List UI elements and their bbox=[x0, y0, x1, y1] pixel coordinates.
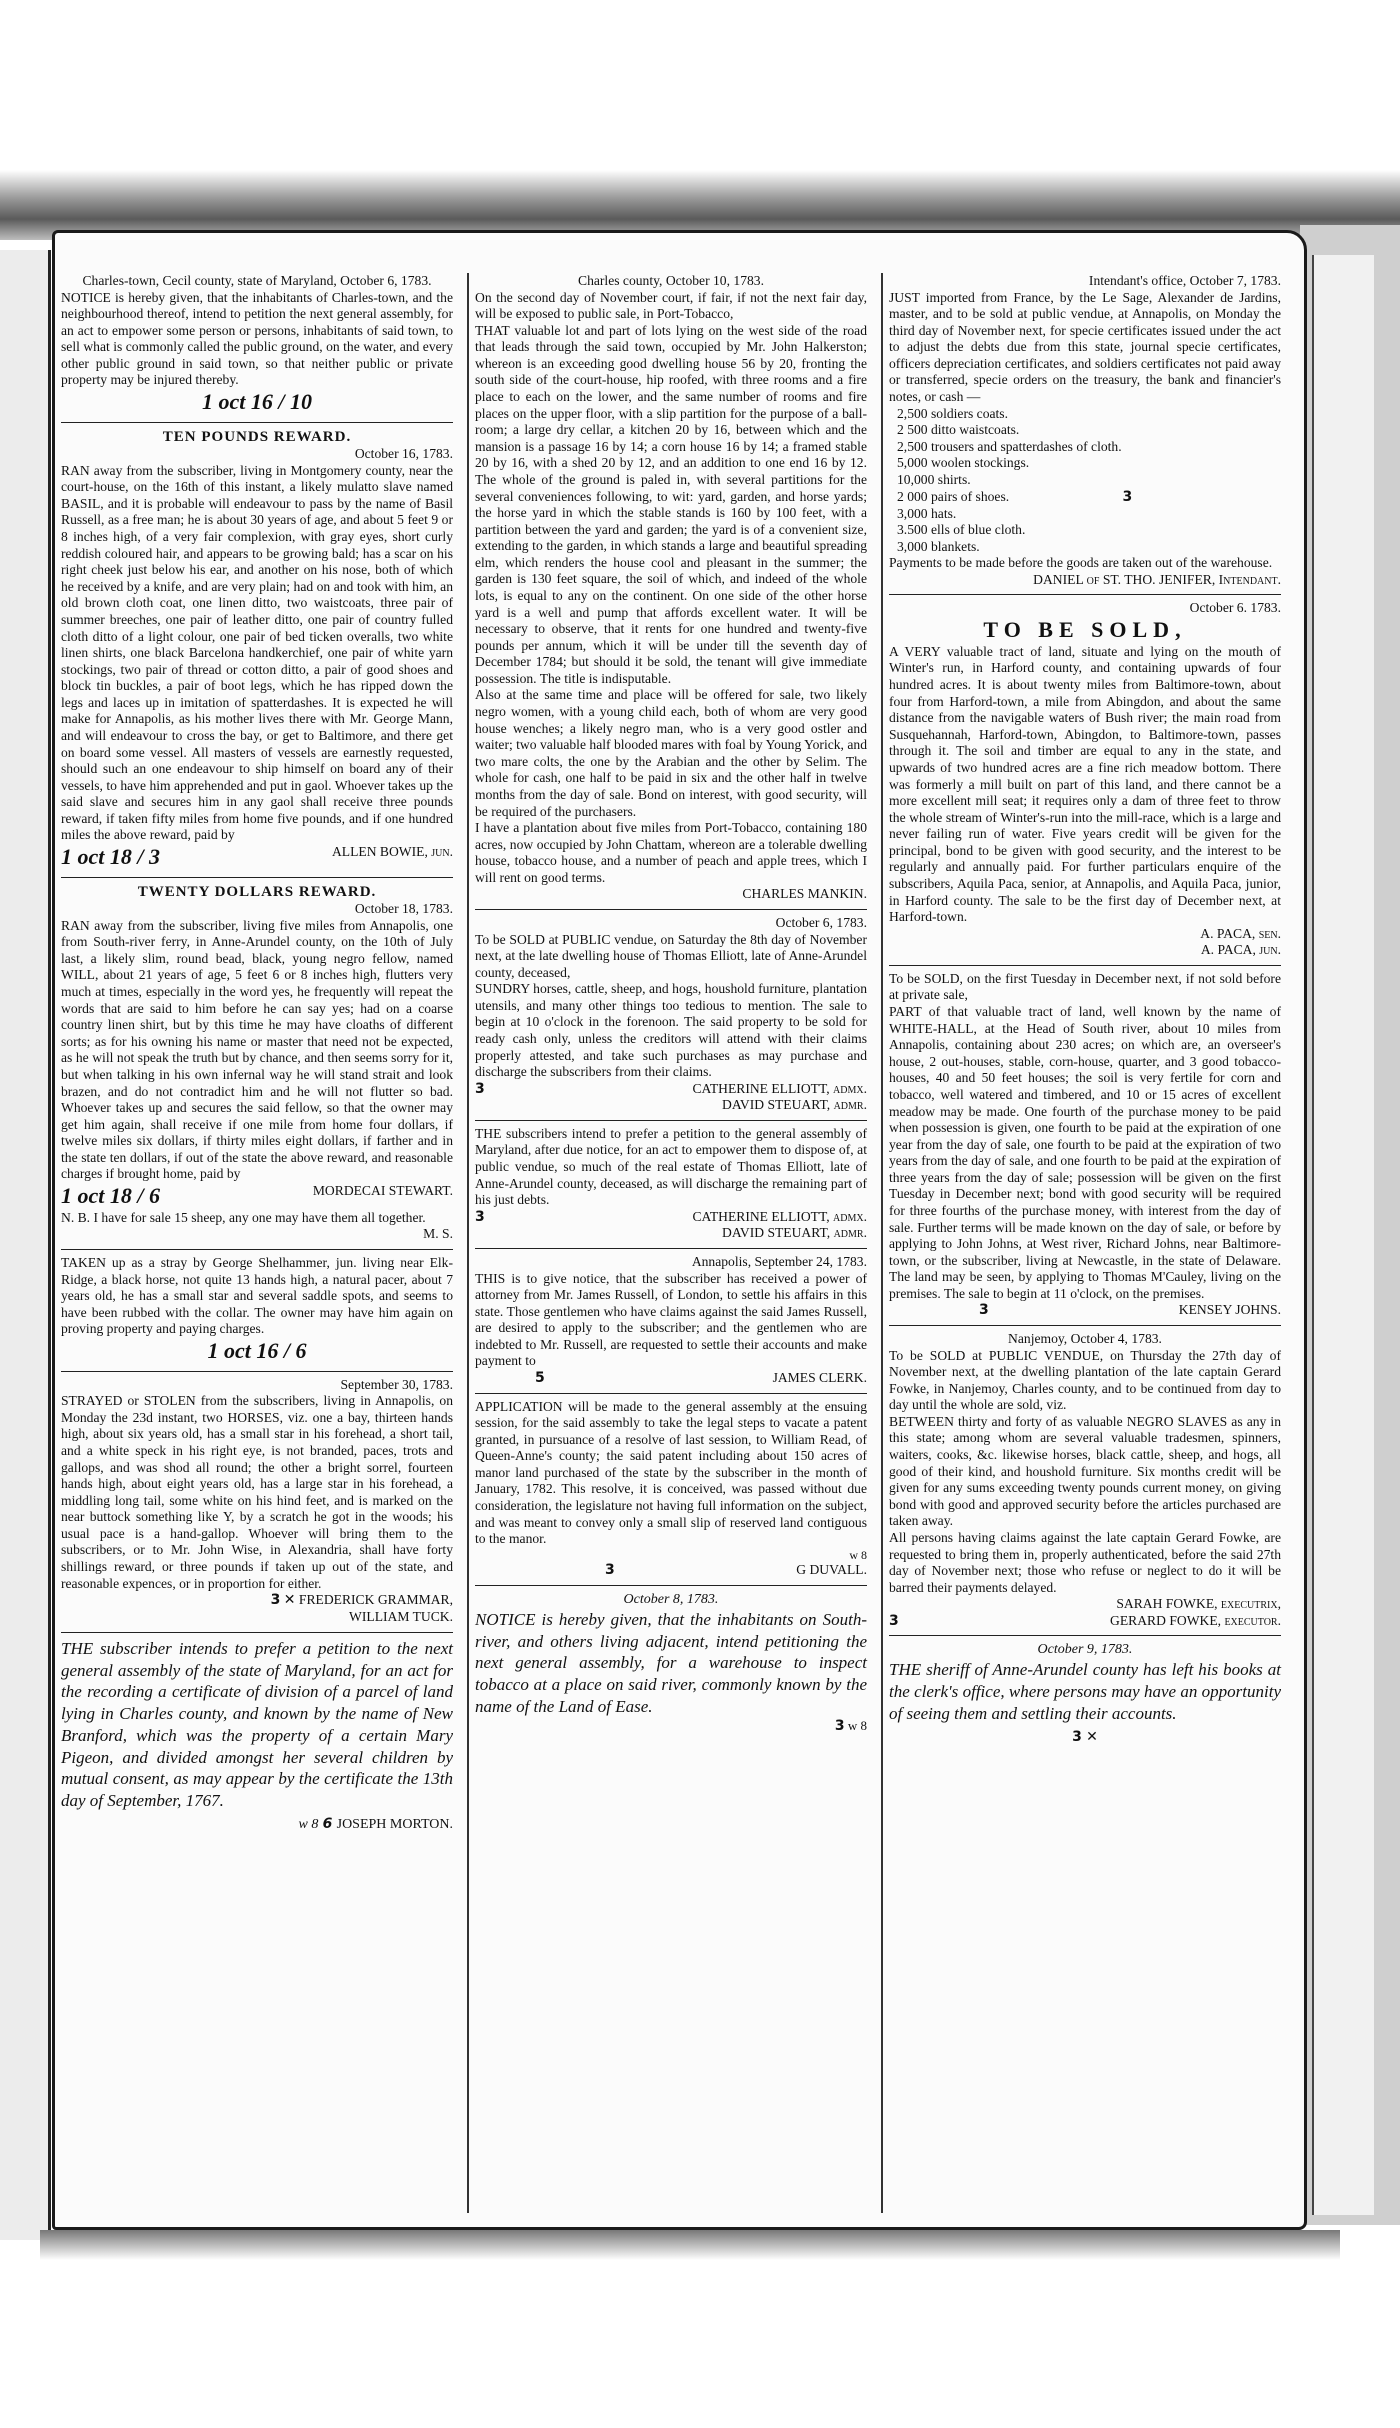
ad-mark: w 8 bbox=[847, 1717, 867, 1733]
column-rule bbox=[881, 273, 883, 2213]
ad-lead: On the second day of November court, if fair, if not the next fair day, will be exposed to public sale, in Port-Tobacco, bbox=[475, 289, 867, 322]
ad-petition-elliott-estate bbox=[475, 1126, 867, 1242]
ad-nota-bene: N. B. I have for sale 15 sheep, any one may have them all together. bbox=[61, 1209, 426, 1225]
ad-dateline: Charles-town, Cecil county, state of Maryland, October 6, 1783. bbox=[82, 273, 432, 288]
ad-taken-up-stray bbox=[61, 1255, 453, 1365]
handwritten-mark: 3 bbox=[979, 1302, 989, 1319]
divider bbox=[61, 1371, 453, 1372]
ad-date: September 30, 1783. bbox=[340, 1376, 453, 1392]
goods-item: 5,000 woolen stockings. bbox=[897, 455, 1030, 471]
divider bbox=[889, 1325, 1281, 1326]
ad-signature-name: FREDERICK GRAMMAR, bbox=[298, 1592, 453, 1608]
ad-signature: DAVID STEUART, admr. bbox=[722, 1225, 867, 1241]
divider bbox=[475, 1120, 867, 1121]
ad-signature-name: JOSEPH MORTON. bbox=[336, 1816, 453, 1832]
ad-signature bbox=[61, 1812, 453, 1834]
ad-date: October 6, 1783. bbox=[775, 914, 867, 930]
goods-item: 10,000 shirts. bbox=[897, 471, 971, 487]
ad-date: October 16, 1783. bbox=[354, 446, 453, 462]
ad-signature-name: KENSEY JOHNS. bbox=[1178, 1302, 1281, 1318]
ad-signature bbox=[889, 1613, 1281, 1630]
handwritten-note: 1 oct 16 / 10 bbox=[202, 389, 312, 415]
ad-text: PART of that valuable tract of land, well known by the name of WHITE-HALL, at the Head of South river, about 10 miles from Annapolis, containing about 230 acres; on which are, an overseer's house, 2 out-houses, stable, corn-house, quarter, and 3 good tobacco-houses, 40 and 50 feet houses; the soil is very fertile for corn and tobacco, well watered and timbered, and 10 or 15 acres of excellent meadow may be made. One fourth of the purchase money to be paid when possession is given, one fourth to be paid at the expiration of one year from the day of sale, one fourth to be paid at the expiration of two years from the day of sale, and one fourth to be paid at the expiration of three years from the day of sale; possession will be given on the first Tuesday in December next; bond with good security will be required for three fourths of the purchase money, with interest from the day of sale. Further terms will be made known on the day of sale, or before by applying to John Johns, at West river, Richard Johns, near Baltimore-town, or the subscriber, living at Newcastle, in the state of Delaware. The land may be seen, by applying to Thomas M'Cauley, living on the premises. The sale to begin at 11 o'clock, on the premises. bbox=[889, 1004, 1281, 1301]
ad-signature-name: CATHERINE ELLIOTT, admx. bbox=[692, 1208, 867, 1224]
handwritten-mark: ✕ bbox=[1086, 1728, 1098, 1745]
ad-text: THIS is to give notice, that the subscriber has received a power of attorney from Mr. James Russell, of London, to settle his affairs in this state. Those gentlemen who have claims against the said James Russell, are desired to apply to the subscriber; and the gentlemen who are indebted to Mr. Russell, are requested to settle their accounts and make payment to bbox=[475, 1270, 867, 1369]
column-1 bbox=[61, 273, 453, 1840]
ad-text: A VERY valuable tract of land, situate and lying on the mouth of Winter's run, in Harford county, and containing upwards of four hundred acres. It is about twenty miles from Baltimore-town, about four from Harford-town, a mile from Abingdon, and about the same distance from the navigable waters of Bush river; the main road from Susquehannah, Harford-town, Abingdon, to Baltimore-town, passes through it. The soil and timber are equal to any in the state, and upwards of two hundred acres are a fine rich meadow bottom. There was formerly a mill built on part of this land, and there cannot be a more excellent mill seat; it requires only a dam of three feet to throw the whole stream of Winter's-run into the mill-race, which is a large and never failing run of water. Five years credit will be given for the principal, bond to be given with good security, and the interest to be regularly and annually paid. For further particulars enquire of the subscribers, Aquila Paca, senior, at Annapolis, and Aquila Paca, junior, in Harford county. The sale to be the first day of December next, at Harford-town. bbox=[889, 643, 1281, 925]
ad-signature-name: GERARD FOWKE, executor. bbox=[1110, 1612, 1281, 1628]
ad-signature bbox=[475, 1081, 867, 1098]
notice-charles-town bbox=[61, 273, 453, 416]
divider bbox=[889, 1635, 1281, 1636]
ad-marks bbox=[889, 1725, 1281, 1747]
ad-text: THAT valuable lot and part of lots lying on the west side of the road that leads through the said town, occupied by Mr. John Halkerston; whereon is an exceeding good dwelling house 56 by 20, fronting the south side of the court-house, hip roofed, with three rooms and a fire place to each on the lower, and the same number of rooms and fire places on the upper floor, with a slip partition for the purpose of a ball-room; a large dry cellar, a kitchen 20 by 16, between which and the mansion is a passage 16 by 14; a corn house 16 by 14; a framed stable 20 by 16, with a shed 20 by 12, and an addition to one end 16 by 12. The whole of the ground is paled in, with several partitions for the several conveniences following, to wit: yard, garden, and horse yards; the horse yard in which the stable stands is 160 by 100 feet, with a partition between the yard and garden; the yard is of a convenient size, extending to the garden, in which stands a large and beautiful spreading elm, which renders the house cool and pleasant in the summer; the garden is 130 feet square, the soil of which, and indeed of the whole lots, is equal to any on the continent. On one side of the other horse yard is a well and pump that affords excellent water. It will be necessary to observe, that it rents for one hundred and twenty-five pounds per annum, which it will be under till the seventh day of December 1784; but should it be sold, the tenant will give immediate possession. The title is indisputable. bbox=[475, 322, 867, 686]
ad-text: Payments to be made before the goods are taken out of the warehouse. bbox=[889, 555, 1273, 571]
ad-text: Also at the same time and place will be offered for sale, two likely negro women, with a young child each, both of whom are very good house wenches; a likely negro man, who is a very good ostler and waiter; two valuable half blooded mares with foal by Young Yorick, and two mare colts, the one by the Arabian and the other by Selim. The whole for cash, one half to be paid in six and the other half in twelve months from the day of sale. Bond on interest, with good security, will be required of the purchasers. bbox=[475, 687, 867, 819]
divider bbox=[889, 965, 1281, 966]
ad-text: NOTICE is hereby given, that the inhabitants of Charles-town, and the neighbourhood thereof, intend to petition the next general assembly, for an act to empower some person or persons, inhabitants of said town, to sell what is commonly called the public ground, on the water, and every other public ground in said town, so that neither public or private property may be injured thereby. bbox=[61, 289, 453, 388]
ad-dateline: Nanjemoy, October 4, 1783. bbox=[1008, 1331, 1162, 1347]
divider bbox=[61, 877, 453, 878]
ad-signature: SARAH FOWKE, executrix, bbox=[1116, 1596, 1281, 1612]
handwritten-note: 1 oct 16 / 6 bbox=[207, 1337, 307, 1363]
ad-strayed-or-stolen bbox=[61, 1377, 453, 1626]
handwritten-mark: 3 bbox=[475, 1208, 485, 1225]
ad-signature-name: G DUVALL. bbox=[796, 1562, 867, 1578]
ad-lead: To be SOLD at PUBLIC vendue, on Saturday the 8th day of November next, at the late dwelling house of Thomas Elliott, late of Anne-Arundel county, deceased, bbox=[475, 931, 867, 980]
ad-sheriff-books bbox=[889, 1641, 1281, 1746]
ad-port-tobacco-lots bbox=[475, 273, 867, 903]
divider bbox=[61, 422, 453, 423]
ad-text: STRAYED or STOLEN from the subscribers, living in Annapolis, on Monday the 23d instant, two HORSES, viz. one a bay, thirteen hands high, about six years old, has a small star in his forehead, a short tail, and a white speck in his right eye, is not branded, paces, trots and gallops, and was shod all round; the other a bright sorrel, fourteen hands high, about eight years old, has a large star in his forehead, a middling long tail, some white on his hind feet, and is marked on the near buttock something like Y, by a scratch he got in the woods; his usual pace is a hand-gallop. Whoever will bring them to the subscribers, or to Mr. John Wise, in Alexandria, shall have forty shillings reward, or three pounds if taken up out of the state, and reasonable expences, or in proportion for either. bbox=[61, 1393, 453, 1591]
ad-text: TAKEN up as a stray by George Shelhammer, jun. living near Elk-Ridge, a black horse, not quite 13 hands high, a natural pacer, about 7 years old, he has a small star and several saddle spots, and seems to have been rubbed with the collar. The owner may have him again on proving property and paying charges. bbox=[61, 1254, 453, 1337]
ad-text: THE sheriff of Anne-Arundel county has left his books at the clerk's office, where persons may have an opportunity of seeing them and settling their accounts. bbox=[889, 1660, 1281, 1723]
ad-ten-pounds-reward bbox=[61, 428, 453, 871]
ad-heading: TO BE SOLD, bbox=[983, 617, 1187, 643]
goods-list bbox=[897, 406, 1281, 556]
handwritten-mark: 3 bbox=[834, 1717, 845, 1734]
ad-russell-affairs bbox=[475, 1254, 867, 1387]
ad-date: October 18, 1783. bbox=[354, 901, 453, 917]
ad-dateline: Intendant's office, October 7, 1783. bbox=[1088, 273, 1281, 288]
divider bbox=[475, 1248, 867, 1249]
ad-text: SUNDRY horses, cattle, sheep, and hogs, houshold furniture, plantation utensils, and many other things too tedious to mention. The sale to begin at 10 o'clock in the forenoon. The said property to be sold for ready cash only, unless the creditors will attend with their claims properly attested, and take such purchases as may purchase and discharge the subscribers from their claims. bbox=[475, 981, 867, 1080]
ad-white-hall bbox=[889, 971, 1281, 1319]
divider bbox=[475, 1585, 867, 1586]
ad-signature bbox=[61, 1592, 453, 1609]
goods-item: 3,000 hats. bbox=[897, 505, 957, 521]
handwritten-mark: ✕ bbox=[283, 1592, 296, 1609]
ad-text: RAN away from the subscriber, living five miles from Annapolis, one from South-river ferry, in Anne-Arundel county, on the 10th of July last, a likely slim, round bead, black, young negro fellow, named WILL, about 21 years of age, 5 feet 6 or 8 inches high, flutters very much at times, especially in the word yes, he frequently will repeat the words that are said to him before he can say yes; had on a coarse country linen shirt, but by this time he may have cloaths of different sorts; as for his owning his name or master that need not be expected, as he will not speak the truth but by chance, and then seems sorry for it, but when talking in his own infernal way he will stand strait and look brazen, and do not contradict him and he will not flutter so bad. Whoever takes up and secures the said fellow, so that the owner may get him again, shall receive if one mile from home four dollars, if twelve miles six dollars, if thirty miles eight dollars, if farther and in the state ten dollars, if out of the state the above reward, and reasonable charges if brought home, paid by bbox=[61, 917, 453, 1182]
ad-nanjemoy-vendue bbox=[889, 1331, 1281, 1629]
ad-signature-name: JAMES CLERK. bbox=[772, 1370, 867, 1385]
goods-item: 3.500 ells of blue cloth. bbox=[897, 522, 1026, 538]
adjacent-page-strip bbox=[0, 250, 51, 2240]
ad-notice-south-river bbox=[475, 1591, 867, 1736]
ad-text: THE subscriber intends to prefer a petition to the next general assembly of the state of Maryland, for an act for the recording a certificate of division of a parcel of land lying in Charles county, and known by the name of New Branford, which was the property of a certain Mary Pigeon, and divided amongst her several children by mutual consent, as may appear by the certificate the 13th day of September, 1767. bbox=[61, 1638, 453, 1811]
ad-petition-new-branford bbox=[61, 1638, 453, 1834]
ad-heading: TWENTY DOLLARS REWARD. bbox=[137, 883, 377, 900]
handwritten-note: 1 oct 18 / 6 bbox=[61, 1183, 160, 1208]
handwritten-mark: 6 bbox=[322, 1815, 333, 1832]
ad-text: BETWEEN thirty and forty of as valuable NEGRO SLAVES as any in this state; among whom are several valuable tradesmen, spinners, waiters, cooks, &c. likewise horses, black cattle, sheep, and hogs, all good of their kind, and houshold furniture. Six months credit will be given for any sums exceeding twenty pounds current money, on giving bond with good and approved security before the articles purchased are taken away. bbox=[889, 1413, 1281, 1529]
ad-signature: CHARLES MANKIN. bbox=[742, 886, 867, 902]
divider bbox=[61, 1632, 453, 1633]
goods-item bbox=[897, 489, 1281, 506]
column-3 bbox=[889, 273, 1281, 1752]
ad-text: I have a plantation about five miles from Port-Tobacco, containing 180 acres, now occupied by John Chattam, whereon are a tolerable dwelling house, tobacco house, and a number of peach and apple trees, which I will rent on good terms. bbox=[475, 820, 867, 885]
handwritten-mark: 3 bbox=[605, 1562, 615, 1579]
ad-lead: To be SOLD, on the first Tuesday in December next, if not sold before at private sale, bbox=[889, 970, 1281, 1003]
divider bbox=[61, 1249, 453, 1250]
divider bbox=[475, 1393, 867, 1394]
ad-date: October 6. 1783. bbox=[1189, 600, 1281, 616]
ad-date: October 8, 1783. bbox=[623, 1591, 719, 1607]
ad-signature: DANIEL of ST. THO. JENIFER, Intendant. bbox=[1033, 571, 1281, 587]
ad-dateline: Charles county, October 10, 1783. bbox=[578, 273, 764, 288]
ad-signature bbox=[475, 1209, 867, 1226]
goods-item: 2,500 soldiers coats. bbox=[897, 405, 1009, 421]
ad-signature: A. PACA, jun. bbox=[1200, 942, 1281, 958]
ad-winters-run-land bbox=[889, 600, 1281, 958]
goods-item: 2,500 trousers and spatterdashes of cloth. bbox=[897, 438, 1122, 454]
handwritten-mark: 3 bbox=[1072, 1728, 1082, 1745]
handwritten-mark: 3 bbox=[270, 1592, 281, 1609]
goods-item: 2 500 ditto waistcoats. bbox=[897, 422, 1020, 438]
ad-mark: w 8 bbox=[298, 1816, 319, 1832]
page-edge-right bbox=[1300, 225, 1400, 2225]
newspaper-page bbox=[52, 230, 1307, 2230]
ad-signature bbox=[475, 1562, 867, 1579]
ad-text: JUST imported from France, by the Le Sage, Alexander de Jardins, master, and to be sold at public vendue, at Annapolis, on Monday the third day of November next, for specie certificates issued under the act to adjust the debts due from this state, journal specie certificates, officers depreciation certificates, and soldiers certificates not paid away or transferred, specie orders on the treasury, the bank and financier's notes, or cash — bbox=[889, 289, 1281, 405]
ad-heading: TEN POUNDS REWARD. bbox=[162, 428, 352, 445]
handwritten-mark: 3 bbox=[475, 1080, 485, 1097]
ad-signature bbox=[475, 1370, 867, 1387]
ad-intendant-imports bbox=[889, 273, 1281, 588]
ad-signature: MORDECAI STEWART. bbox=[312, 1183, 453, 1198]
ad-signature: WILLIAM TUCK. bbox=[349, 1609, 453, 1625]
column-rule bbox=[467, 273, 469, 2213]
bottom-shadow bbox=[40, 2230, 1340, 2260]
ad-signature: M. S. bbox=[423, 1226, 453, 1242]
ad-signature bbox=[889, 1302, 1281, 1319]
ad-text: NOTICE is hereby given, that the inhabitants on South-river, and others living adjacent, intend petitioning the next general assembly, for a warehouse to inspect tobacco at a place on said river, commonly known by the name of the Land of Ease. bbox=[475, 1609, 867, 1716]
handwritten-mark: 5 bbox=[535, 1370, 545, 1386]
handwritten-mark: 3 bbox=[1122, 488, 1133, 505]
ad-signature: DAVID STEUART, admr. bbox=[722, 1097, 867, 1113]
ad-application-patent bbox=[475, 1399, 867, 1579]
ad-date: October 9, 1783. bbox=[1037, 1642, 1133, 1658]
ad-text: RAN away from the subscriber, living in Montgomery county, near the court-house, on the 16th of this instant, a likely mulatto slave named BASIL, and it is probable will endeavour to pass by the name of Basil Russell, as a free man; he is about 30 years of age, and about 5 feet 9 or 8 inches high, of a very fair complexion, with gray eyes, short curly reddish coloured hair, and appears to be growing bald; has a scar on his right cheek just below his ear, and another on his nose, both of which he received by a knife, and are very plain; had on and took with him, an old brown cloth coat, one linen ditto, two waistcoats, three pair of summer breeches, one pair of leather ditto, one pair of country fulled cloth ditto of a light colour, one pair of bed ticken overalls, two white linen shirts, one black Barcelona handkerchief, one pair of white yarn stockings, two pair of thread or cotton ditto, a pair of good shoes and block tin buckles, a pair of boot legs, which he has ripped down the legs and laces up in imitation of spatterdashes. It is expected he will make for Annapolis, as his mother lives there with Mr. George Mann, and will endeavour to cross the bay, or get to Baltimore, and there get on board some vessel. All masters of vessels are earnestly requested, should such an one endeavour to ship himself on board any of their vessels, to have him apprehended and put in gaol. Whoever takes up the said slave and secures him in any gaol shall receive three pounds reward, if taken fifty miles from home five pounds, and if one hundred miles the above reward, paid by bbox=[61, 462, 453, 843]
ad-date: Annapolis, September 24, 1783. bbox=[691, 1253, 867, 1269]
handwritten-note: 1 oct 18 / 3 bbox=[61, 844, 160, 870]
ad-text: THE subscribers intend to prefer a petition to the general assembly of Maryland, after due notice, for an act to empower them to dispose of, at public vendue, so much of the real estate of Thomas Elliott, late of Anne-Arundel county, deceased, as will discharge the remaining part of his just debts. bbox=[475, 1125, 867, 1208]
ad-twenty-dollars-reward bbox=[61, 883, 453, 1243]
ad-signature: ALLEN BOWIE, jun. bbox=[331, 844, 453, 860]
divider bbox=[475, 909, 867, 910]
ad-signature bbox=[475, 1718, 867, 1736]
divider bbox=[889, 594, 1281, 595]
ad-text: All persons having claims against the late captain Gerard Fowke, are requested to bring them in, properly authenticated, before the said 27th day of November next; those who refuse or neglect to do it will be barred their payments delayed. bbox=[889, 1529, 1281, 1595]
ad-signature-name: CATHERINE ELLIOTT, admx. bbox=[692, 1080, 867, 1096]
column-2 bbox=[475, 273, 867, 1742]
ad-signature: A. PACA, sen. bbox=[1200, 925, 1281, 941]
ad-public-vendue-elliott bbox=[475, 915, 867, 1114]
page-edge-inner bbox=[1312, 255, 1374, 2215]
ad-text: APPLICATION will be made to the general assembly at the ensuing session, for the said assembly to take the legal steps to vacate a patent granted, in pursuance of a resolve of last session, to William Read, of Queen-Anne's county; the said patent including about 150 acres of manor land purchased of the state by the subscriber in the month of January, 1782. This resolve, it is conceived, was passed without due consideration, the legislature not having full information on the subject, and was meant to convey only a small slip of reserved land contiguous to the manor. bbox=[475, 1398, 867, 1547]
goods-item: 3,000 blankets. bbox=[897, 538, 980, 554]
goods-item-text: 2 000 pairs of shoes. bbox=[897, 488, 1010, 504]
handwritten-mark: 3 bbox=[889, 1612, 899, 1629]
ad-lead: To be SOLD at PUBLIC VENDUE, on Thursday the 27th day of November next, at the dwelling plantation of the late captain Gerard Fowke, in Nanjemoy, Charles county, and to be continued from day to day until the whole are sold, viz. bbox=[889, 1347, 1281, 1413]
ad-mark: w 8 bbox=[849, 1547, 867, 1562]
